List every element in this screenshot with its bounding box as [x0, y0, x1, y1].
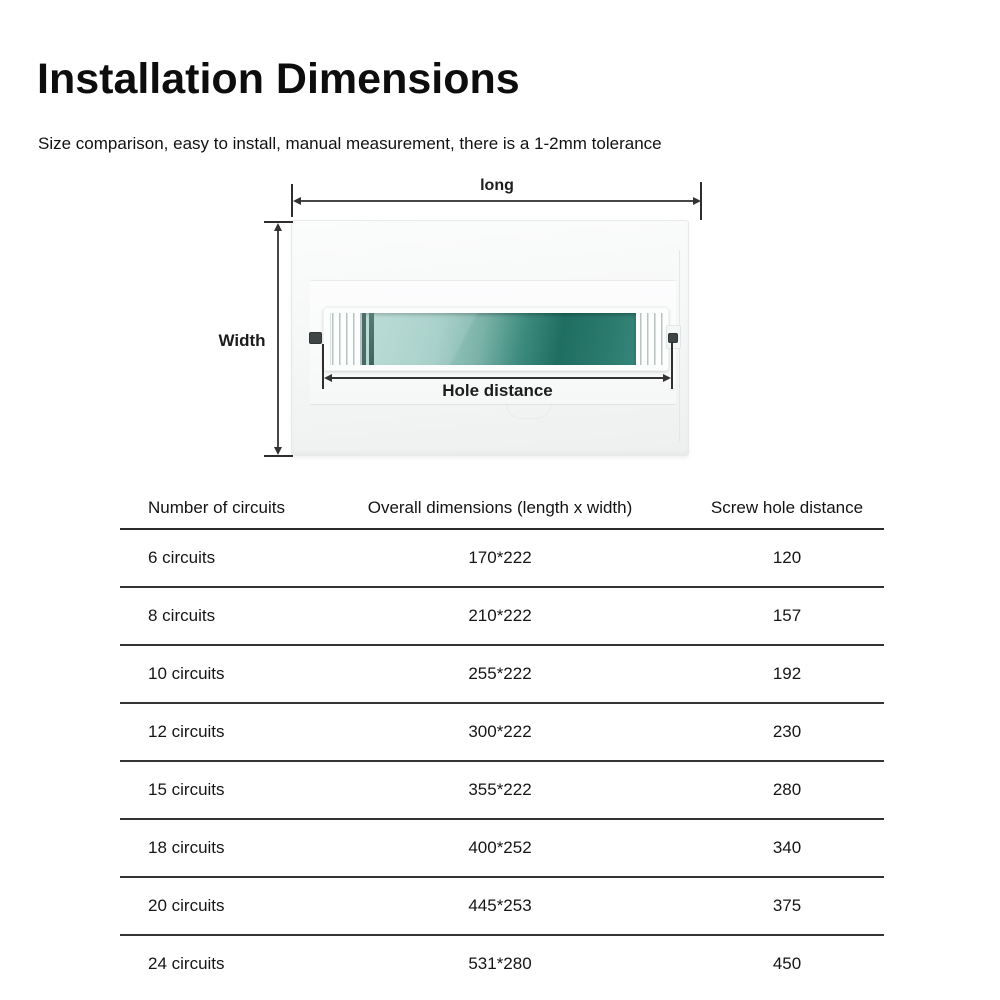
cell-circuits: 15 circuits	[148, 780, 225, 799]
width-dimension-line	[277, 230, 279, 448]
cell-dimensions: 355*222	[468, 780, 532, 799]
cell-dimensions: 400*252	[468, 838, 532, 857]
page-subtitle: Size comparison, easy to install, manual measurement, there is a 1-2mm tolerance	[38, 134, 662, 153]
arrowhead-right-icon	[693, 197, 701, 205]
cell-dimensions: 255*222	[468, 664, 532, 683]
long-dimension-label: long	[480, 177, 514, 194]
cell-hole-distance: 157	[772, 606, 802, 625]
hole-extension-line-left	[322, 344, 324, 389]
header-number-of-circuits: Number of circuits	[148, 497, 285, 517]
hole-distance-label: Hole distance	[442, 381, 553, 400]
header-overall-dimensions: Overall dimensions (length x width)	[367, 497, 633, 517]
table-row	[120, 530, 884, 588]
screw-hole-right	[668, 333, 678, 343]
cell-circuits: 6 circuits	[148, 548, 216, 567]
cell-dimensions: 445*253	[468, 896, 532, 915]
table-row	[120, 646, 884, 704]
vent-slats-left	[330, 313, 361, 365]
table-row	[120, 588, 884, 646]
width-dimension-label: Width	[218, 331, 266, 350]
cell-hole-distance: 230	[772, 722, 802, 741]
cell-circuits: 12 circuits	[148, 722, 225, 741]
arrowhead-left-icon	[293, 197, 301, 205]
cell-hole-distance: 280	[772, 780, 802, 799]
long-dimension-line	[300, 200, 694, 202]
arrowhead-up-icon	[274, 223, 282, 231]
table-row	[120, 704, 884, 762]
cell-hole-distance: 340	[772, 838, 802, 857]
cell-circuits: 20 circuits	[148, 896, 225, 915]
cell-dimensions: 210*222	[468, 606, 532, 625]
cell-hole-distance: 120	[772, 548, 802, 567]
table-row	[120, 820, 884, 878]
table-row	[120, 762, 884, 820]
screw-hole-left	[309, 332, 322, 344]
page-title: Installation Dimensions	[37, 55, 520, 103]
cell-circuits: 10 circuits	[148, 664, 225, 683]
hole-distance-dimension-line	[331, 377, 664, 379]
vent-slats-right	[638, 313, 666, 365]
cell-dimensions: 300*222	[468, 722, 532, 741]
cell-hole-distance: 375	[772, 896, 802, 915]
arrowhead-down-icon	[274, 447, 282, 455]
table-row	[120, 878, 884, 936]
cell-dimensions: 531*280	[468, 954, 532, 973]
cell-circuits: 18 circuits	[148, 838, 225, 857]
width-extension-line-bottom	[264, 455, 293, 457]
spec-table	[120, 487, 884, 992]
glass-sheen	[361, 313, 636, 365]
table-header-row	[120, 487, 884, 530]
header-screw-hole-distance: Screw hole distance	[710, 497, 864, 517]
hole-extension-line-right	[671, 343, 673, 389]
cell-circuits: 24 circuits	[148, 954, 225, 973]
table-row	[120, 936, 884, 992]
cell-hole-distance: 192	[772, 664, 802, 683]
cell-circuits: 8 circuits	[148, 606, 216, 625]
cell-hole-distance: 450	[772, 954, 802, 973]
cell-dimensions: 170*222	[468, 548, 532, 567]
